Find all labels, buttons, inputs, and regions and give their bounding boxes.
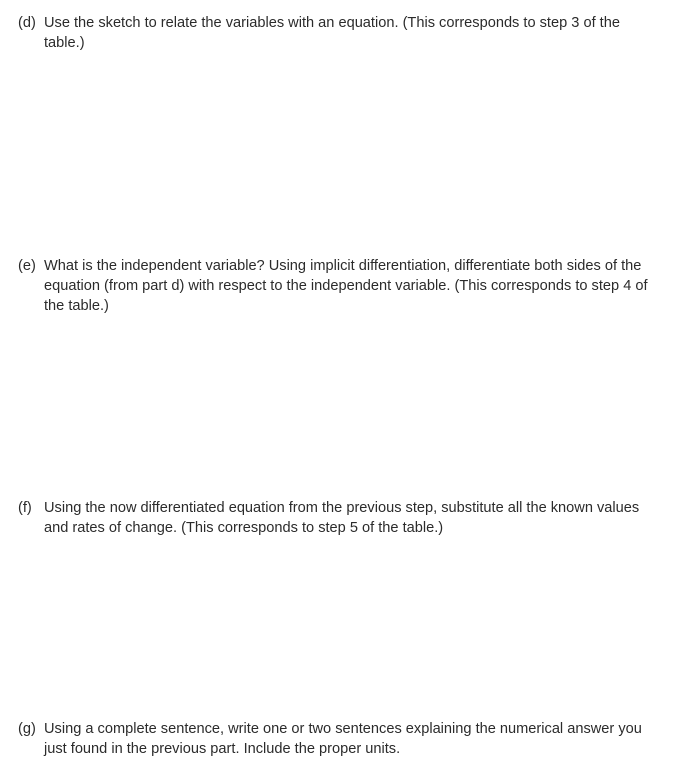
question-text: Use the sketch to relate the variables with an equation. (This corresponds to step 3 of the table.) xyxy=(44,15,620,51)
question-f xyxy=(18,498,660,538)
question-g xyxy=(18,719,660,759)
question-label: (d) xyxy=(18,15,36,31)
question-label: (e) xyxy=(18,258,36,274)
question-label: (f) xyxy=(18,500,32,516)
question-text: What is the independent variable? Using implicit differentiation, differentiate both sides of the equation (from part d) with respect to the independent variable. (This corresponds to step 4 of the table.) xyxy=(44,258,648,314)
question-label: (g) xyxy=(18,721,36,737)
question-text: Using a complete sentence, write one or two sentences explaining the numerical answer you just found in the previous part. Include the proper units. xyxy=(44,721,642,757)
question-text: Using the now differentiated equation from the previous step, substitute all the known values and rates of change. (This corresponds to step 5 of the table.) xyxy=(44,500,640,536)
question-e xyxy=(18,256,660,316)
question-d xyxy=(18,13,660,53)
